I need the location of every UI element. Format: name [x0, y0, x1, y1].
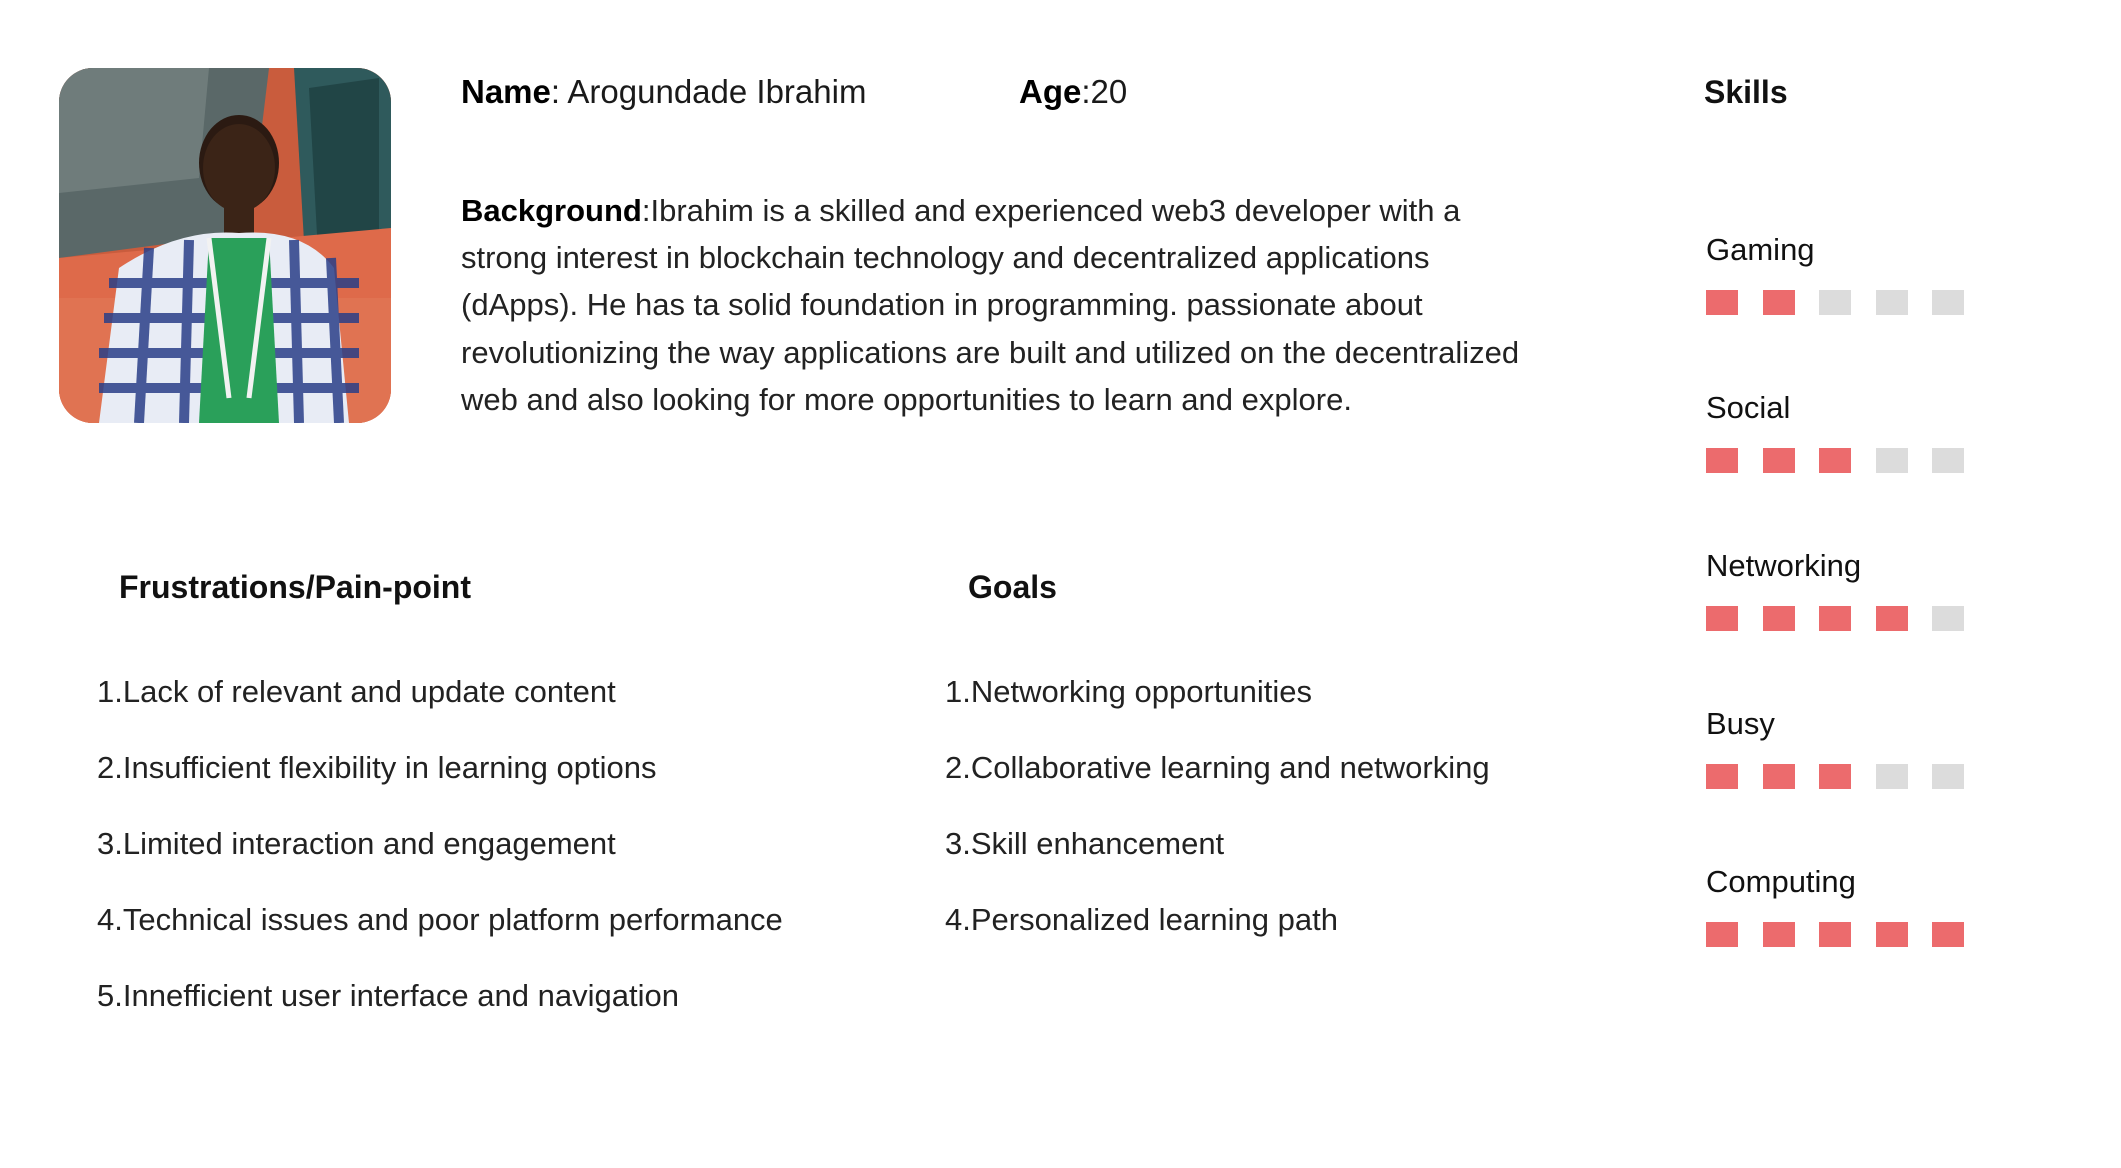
skill-pip-empty [1876, 290, 1908, 315]
skill-name: Busy [1706, 706, 1775, 741]
frustrations-list [97, 672, 783, 1052]
background-text: :Ibrahim is a skilled and experienced web3 developer with a strong interest in blockchain technology and decentralized applications (dApps). He has ta solid foundation in programming. passionate about revolutionizing the way applications are built and utilized on the decentralized web and also looking for more opportunities to learn and explore. [461, 193, 1520, 417]
skill-pip-filled [1876, 606, 1908, 631]
skill-social [1706, 388, 2006, 473]
background-label: Background [461, 193, 642, 228]
skill-busy [1706, 704, 2006, 789]
skill-rating [1706, 764, 2006, 789]
skill-pip-filled [1763, 922, 1795, 947]
profile-photo [59, 68, 391, 423]
name-value: : Arogundade Ibrahim [550, 73, 867, 110]
skill-pip-empty [1876, 448, 1908, 473]
skill-pip-empty [1932, 448, 1964, 473]
skill-rating [1706, 922, 2006, 947]
skill-computing [1706, 862, 2006, 947]
frustrations-title: Frustrations/Pain-point [119, 569, 471, 605]
skill-name: Social [1706, 390, 1791, 425]
skill-pip-filled [1706, 922, 1738, 947]
skill-rating [1706, 448, 2006, 473]
profile-photo-icon [59, 68, 391, 423]
skill-pip-filled [1763, 606, 1795, 631]
goals-list [945, 672, 1490, 976]
frustration-item: 4.Technical issues and poor platform performance [97, 902, 783, 937]
goals-title: Goals [968, 569, 1057, 605]
frustration-item: 1.Lack of relevant and update content [97, 674, 616, 709]
skill-networking [1706, 546, 2006, 631]
name-label: Name [461, 73, 551, 110]
skill-pip-empty [1932, 290, 1964, 315]
skill-pip-filled [1763, 764, 1795, 789]
profile-name [461, 70, 866, 114]
goal-item: 4.Personalized learning path [945, 902, 1338, 937]
skill-pip-filled [1819, 606, 1851, 631]
skill-pip-filled [1706, 290, 1738, 315]
skill-pip-empty [1932, 764, 1964, 789]
skill-pip-filled [1763, 448, 1795, 473]
skill-gaming [1706, 230, 2006, 315]
profile-age [1019, 70, 1127, 114]
skill-name: Gaming [1706, 232, 1815, 267]
profile-background [461, 187, 1546, 423]
skill-pip-filled [1819, 764, 1851, 789]
skill-rating [1706, 290, 2006, 315]
skill-rating [1706, 606, 2006, 631]
skill-pip-filled [1932, 922, 1964, 947]
age-label: Age [1019, 73, 1082, 110]
age-value: :20 [1081, 73, 1128, 110]
goal-item: 3.Skill enhancement [945, 826, 1225, 861]
frustration-item: 5.Innefficient user interface and navigation [97, 978, 679, 1013]
frustration-item: 3.Limited interaction and engagement [97, 826, 616, 861]
goal-item: 2.Collaborative learning and networking [945, 750, 1490, 785]
skill-pip-filled [1819, 448, 1851, 473]
goal-item: 1.Networking opportunities [945, 674, 1313, 709]
skill-pip-filled [1763, 290, 1795, 315]
skill-pip-empty [1819, 290, 1851, 315]
skills-title: Skills [1704, 74, 1788, 110]
skill-name: Computing [1706, 864, 1856, 899]
skill-pip-filled [1706, 448, 1738, 473]
frustration-item: 2.Insufficient flexibility in learning options [97, 750, 657, 785]
skill-pip-empty [1932, 606, 1964, 631]
skill-pip-filled [1706, 606, 1738, 631]
skill-pip-filled [1819, 922, 1851, 947]
skill-pip-filled [1706, 764, 1738, 789]
skill-pip-filled [1876, 922, 1908, 947]
skill-name: Networking [1706, 548, 1862, 583]
skill-pip-empty [1876, 764, 1908, 789]
